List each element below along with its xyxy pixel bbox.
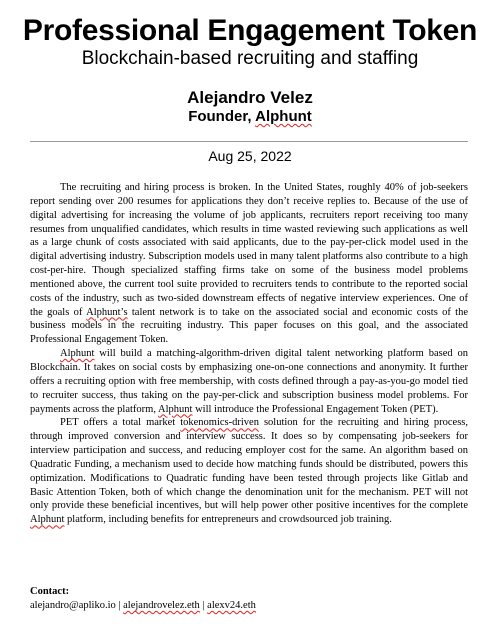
paragraph-1-text-a: The recruiting and hiring process is broken. In the United States, roughly 40% of job-seekers report sending over 200 resumes for applications they don’t receive replies to. Because of the use of digital advertising for increasing the volume of job applicants, recruiters report receiving too many resumes from unqualified candidates, which results in time wasted reviewing such applications as well as a large chunk of costs associated with said applicants, due to the pay-per-click model used in the digital advertising industry. Subscription models used in many talent platforms also contribute to a high cost-per-hire. Though specialized staffing firms take on some of the business model problems mentioned above, the current tool suite provided to recruiters tends to contribute to the reported social costs of the industry, such as two-sided downstream effects of negative interview experiences. One of the goals of: [30, 182, 468, 318]
paragraph-3: [30, 416, 468, 527]
header-divider: [30, 141, 468, 142]
author-name: Alejandro Velez: [187, 88, 313, 107]
paragraph-1-alphunt-possessive: Alphunt’s: [86, 306, 128, 318]
contact-separator-1: |: [115, 600, 124, 611]
document-title: Professional Engagement Token: [22, 14, 478, 47]
contact-label: Contact:: [30, 586, 70, 597]
paragraph-3-text-e: platform, including benefits for entrepreneurs and crowdsourced job training.: [64, 514, 392, 526]
paragraph-2-text-d: will introduce the Professional Engagement Token (PET).: [192, 403, 439, 415]
paragraph-2-text-b: will build a matching-algorithm-driven digital talent networking platform based on Blockchain. It takes on social costs by emphasizing one-on-one connections and anonymity. It further offers a recruiting option with free membership, with costs defined through a pay-as-you-go model tied to recruiter success, thus taking on the pay-per-click and subscription business model problems. For payments across the platform,: [30, 348, 468, 415]
paragraph-2-alphunt-1: Alphunt: [60, 348, 95, 360]
document-subtitle: Blockchain-based recruiting and staffing: [81, 48, 419, 69]
document-body: [30, 181, 468, 527]
paragraph-3-text-a: PET offers a total market: [60, 417, 181, 429]
contact-ens-alexv24: alexv24.eth: [207, 600, 256, 611]
paragraph-3-alphunt: Alphunt: [30, 514, 65, 526]
role-company: Alphunt: [255, 108, 312, 125]
contact-email: alejandro@apliko.io: [30, 600, 116, 611]
role-prefix: Founder,: [188, 108, 256, 125]
paragraph-1: [30, 181, 468, 347]
author-role: [0, 107, 500, 126]
paragraph-1-text-c: talent network is to take on the associated social and economic costs of the business models in the recruiting industry. This paper focuses on this goal, and the associated Professional Engagement Token.: [30, 306, 468, 346]
contact-section: [30, 585, 470, 613]
paragraph-3-text-c: solution for the recruiting and hiring process, through improved conversion and interview success. It does so by compensating job-seekers for interview participation and success, and reducing employer cost for the same. An algorithm based on Quadratic Funding, a mechanism used to decide how matching funds should be distributed, powers this optimization. Modifications to Quadratic funding have been tested through projects like Gitlab and Basic Attention Token, both of which change the denomination unit for the mechanism. PET will not only provide these beneficial incentives, but will help power other positive incentives for the complete: [30, 417, 468, 512]
contact-separator-2: |: [199, 600, 208, 611]
paragraph-3-tokenomics: tokenomics-driven: [180, 417, 259, 429]
paragraph-2: [30, 347, 468, 416]
contact-ens-alejandrovelez: alejandrovelez.eth: [123, 600, 200, 611]
paragraph-2-alphunt-2: Alphunt: [158, 403, 193, 415]
document-date: Aug 25, 2022: [208, 148, 292, 164]
